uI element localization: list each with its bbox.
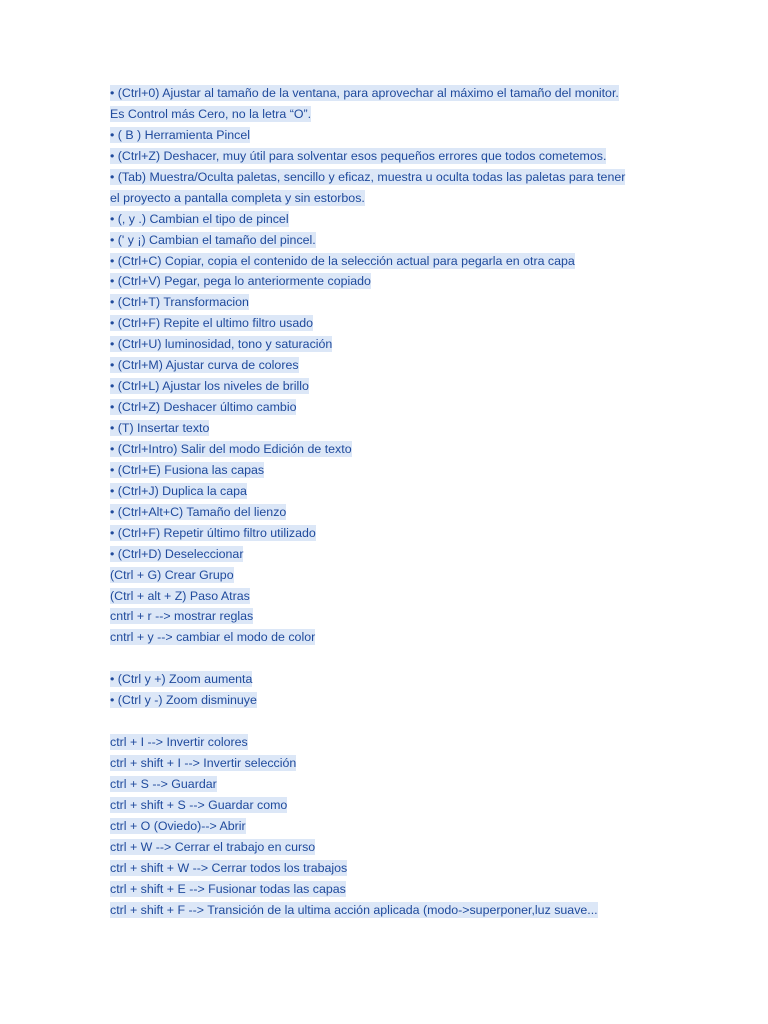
text-line [110,606,670,627]
selected-text: • (Ctrl+U) luminosidad, tono y saturación [110,337,333,352]
selected-text: • ( B ) Herramienta Pincel [110,127,250,142]
selected-text: • (Ctrl+F) Repite el ultimo filtro usado [110,316,313,331]
selected-text: • (Ctrl+Alt+C) Tamaño del lienzo [110,504,287,519]
selected-text: ctrl + shift + E --> Fusionar todas las capas [110,881,346,896]
selected-text: ctrl + shift + W --> Cerrar todos los trabajos [110,860,348,875]
selected-text: • (Ctrl y +) Zoom aumenta [110,672,253,687]
text-line [110,544,670,565]
selected-text: • (, y .) Cambian el tipo de pincel [110,211,289,226]
selected-text: ctrl + shift + S --> Guardar como [110,797,288,812]
selected-text: • (Ctrl+Intro) Salir del modo Edición de texto [110,441,352,456]
document-body [110,83,670,921]
selected-text: cntrl + y --> cambiar el modo de color [110,630,316,645]
selected-text: • (Ctrl+Z) Deshacer, muy útil para solventar esos pequeños errores que todos cometemos. [110,148,607,163]
text-line [110,774,670,795]
text-line [110,292,670,313]
text-line [110,376,670,397]
text-line [110,83,670,104]
selected-text: • (Ctrl+L) Ajustar los niveles de brillo [110,379,309,394]
selected-text: • (Ctrl+0) Ajustar al tamaño de la ventana, para aprovechar al máximo el tamaño del monitor. [110,86,619,100]
selected-text: • (Tab) Muestra/Oculta paletas, sencillo y eficaz, muestra u oculta todas las paletas para tener [110,169,626,184]
text-line [110,188,670,209]
text-line [110,669,670,690]
text-line [110,209,670,230]
text-line [110,334,670,355]
text-line [110,125,670,146]
text-line [110,627,670,648]
selected-text: ctrl + shift + F --> Transición de la ultima acción aplicada (modo->superponer,luz suave... [110,902,598,917]
selected-text: ctrl + I --> Invertir colores [110,735,248,750]
selected-text: cntrl + r --> mostrar reglas [110,609,254,624]
text-line [110,167,670,188]
selected-text: (Ctrl + alt + Z) Paso Atras [110,588,250,603]
text-line [110,816,670,837]
selected-text: • (Ctrl+Z) Deshacer último cambio [110,400,297,415]
selected-text: (Ctrl + G) Crear Grupo [110,567,234,582]
text-line [110,586,670,607]
text-line [110,565,670,586]
text-line [110,858,670,879]
selected-text: • (Ctrl+J) Duplica la capa [110,483,247,498]
selected-text: ctrl + O (Oviedo)--> Abrir [110,818,246,833]
text-line [110,418,670,439]
text-line [110,795,670,816]
selected-text: • (Ctrl+C) Copiar, copia el contenido de la selección actual para pegarla en otra capa [110,253,575,268]
text-line [110,900,670,921]
text-line [110,104,670,125]
selected-text: • (Ctrl+M) Ajustar curva de colores [110,358,299,373]
selected-text: • (Ctrl+E) Fusiona las capas [110,462,265,477]
text-line [110,523,670,544]
text-line [110,502,670,523]
blank-line [110,711,670,732]
text-line [110,732,670,753]
text-line [110,753,670,774]
text-line [110,439,670,460]
text-line [110,690,670,711]
selected-text: el proyecto a pantalla completa y sin estorbos. [110,190,365,205]
selected-text: • (Ctrl+T) Transformacion [110,295,249,310]
text-line [110,460,670,481]
selected-text: • (Ctrl+D) Deseleccionar [110,546,244,561]
selected-text: ctrl + S --> Guardar [110,776,217,791]
text-line [110,481,670,502]
selected-text: • (T) Insertar texto [110,421,210,435]
selected-text: • (Ctrl+V) Pegar, pega lo anteriormente copiado [110,274,371,289]
selected-text: ctrl + W --> Cerrar el trabajo en curso [110,839,316,854]
text-line [110,397,670,418]
text-line [110,230,670,251]
text-line [110,355,670,376]
blank-line [110,648,670,669]
selected-text: • (Ctrl+F) Repetir último filtro utilizado [110,525,316,540]
text-line [110,251,670,272]
text-line [110,837,670,858]
text-line [110,146,670,167]
selected-text: • (Ctrl y -) Zoom disminuye [110,693,257,708]
selected-text: Es Control más Cero, no la letra “O”. [110,106,312,121]
text-line [110,313,670,334]
text-line [110,271,670,292]
selected-text: • (' y ¡) Cambian el tamaño del pincel. [110,232,316,247]
selected-text: ctrl + shift + I --> Invertir selección [110,756,297,770]
text-line [110,879,670,900]
